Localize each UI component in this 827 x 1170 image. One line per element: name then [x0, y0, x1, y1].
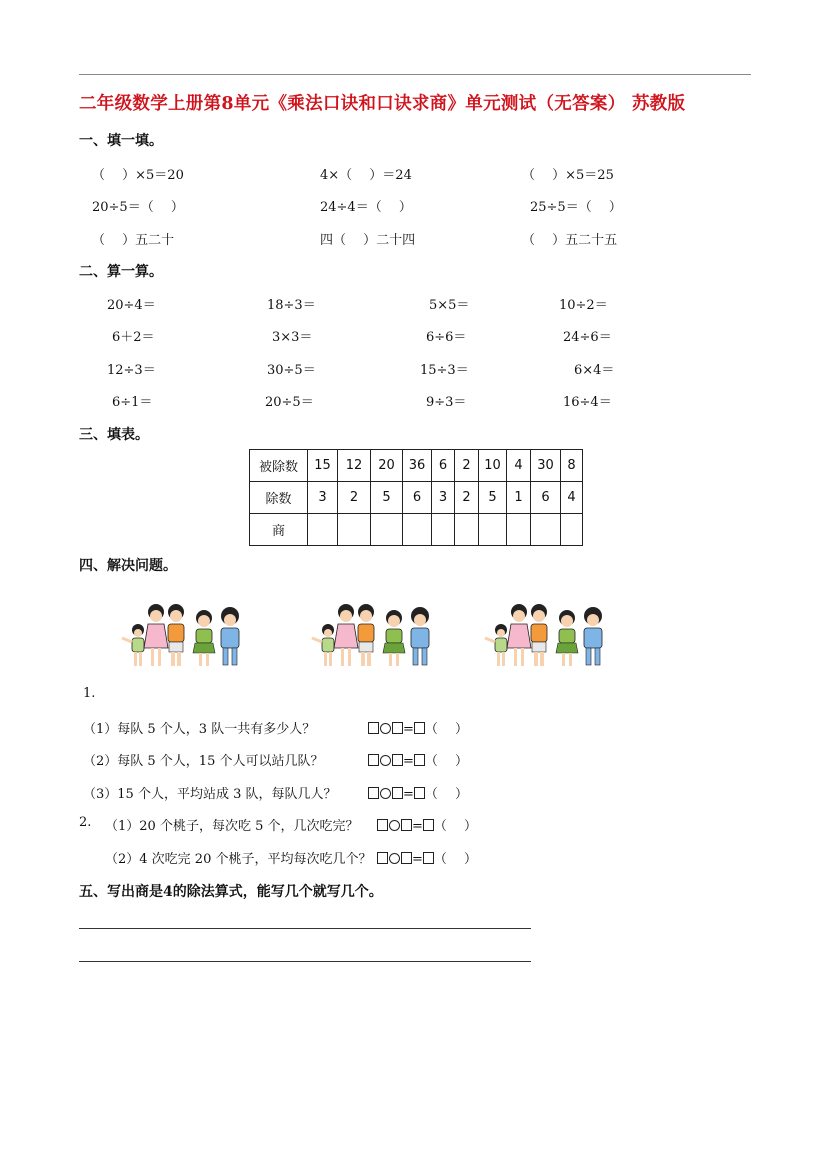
problem-1-1: （1）每队 5 个人，3 队一共有多少人？: [83, 722, 316, 737]
fill-item: 20÷5＝（ ）: [92, 200, 184, 215]
table-cell: 36: [403, 450, 432, 482]
equation-template: = （ ）: [377, 848, 477, 867]
blank-box[interactable]: [377, 852, 388, 864]
blank-box[interactable]: [377, 819, 388, 831]
row-label-dividend: 被除数: [250, 450, 308, 482]
table-cell: 6: [432, 450, 455, 482]
calc-item: 10÷2＝: [559, 298, 608, 313]
fill-item: （ ）×5＝20: [92, 168, 184, 183]
empty-cell[interactable]: [507, 514, 531, 546]
table-cell: 6: [531, 482, 561, 514]
table-cell: 20: [371, 450, 403, 482]
calc-item: 6÷1＝: [112, 395, 153, 410]
problem-2-2: （2）4 次吃完 20 个桃子，平均每次吃几个？: [105, 852, 372, 867]
children-queue-illustration: [310, 600, 445, 672]
blank-box[interactable]: [368, 787, 379, 799]
answer-paren: （ ）: [424, 787, 469, 802]
calc-item: 6×4＝: [574, 363, 615, 378]
answer-line[interactable]: [79, 928, 531, 929]
answer-line[interactable]: [79, 961, 531, 962]
table-cell: 5: [479, 482, 507, 514]
table-cell: 2: [338, 482, 371, 514]
table-cell: 12: [338, 450, 371, 482]
empty-cell[interactable]: [338, 514, 371, 546]
operator-circle[interactable]: [380, 755, 391, 766]
calc-item: 6÷6＝: [426, 330, 467, 345]
empty-cell[interactable]: [479, 514, 507, 546]
children-queue-illustration: [120, 600, 255, 672]
calc-item: 15÷3＝: [420, 363, 469, 378]
table-cell: 10: [479, 450, 507, 482]
table-cell: 6: [403, 482, 432, 514]
answer-paren: （ ）: [424, 754, 469, 769]
table-row: [250, 514, 583, 546]
blank-box[interactable]: [414, 787, 425, 799]
blank-box[interactable]: [401, 819, 412, 831]
equation-template: = （ ）: [377, 815, 477, 834]
problem-1-2: （2）每队 5 个人，15 个人可以站几队？: [83, 754, 324, 769]
table-row: [250, 450, 583, 482]
kid-1: [122, 624, 144, 666]
empty-cell[interactable]: [403, 514, 432, 546]
calc-item: 3×3＝: [272, 330, 313, 345]
kid-2: [144, 604, 168, 666]
table-cell: 2: [455, 450, 479, 482]
answer-paren: （ ）: [433, 852, 478, 867]
row-label-divisor: 除数: [250, 482, 308, 514]
fill-item: 24÷4＝（ ）: [320, 200, 412, 215]
problem-1-number: 1.: [83, 686, 96, 701]
table-row: [250, 482, 583, 514]
table-cell: 1: [507, 482, 531, 514]
fill-item: （ ）五二十: [92, 233, 175, 248]
problem-2-number: 2.: [79, 815, 92, 830]
section-2-heading: 二、算一算。: [79, 264, 163, 280]
row-label-quotient: 商: [250, 514, 308, 546]
fill-item: 四（ ）二十四: [320, 233, 416, 248]
empty-cell[interactable]: [371, 514, 403, 546]
table-cell: 5: [371, 482, 403, 514]
empty-cell[interactable]: [308, 514, 338, 546]
section-3-heading: 三、填表。: [79, 427, 149, 443]
kid-5: [221, 607, 239, 665]
calc-item: 20÷5＝: [265, 395, 314, 410]
table-cell: 8: [561, 450, 583, 482]
table-cell: 3: [432, 482, 455, 514]
operator-circle[interactable]: [389, 853, 400, 864]
fill-item: 4×（ ）＝24: [320, 168, 412, 183]
calc-item: 16÷4＝: [563, 395, 612, 410]
blank-box[interactable]: [392, 787, 403, 799]
calc-item: 9÷3＝: [426, 395, 467, 410]
blank-box[interactable]: [392, 754, 403, 766]
table-cell: 15: [308, 450, 338, 482]
equation-template: = （ ）: [368, 718, 468, 737]
fill-item: （ ）五二十五: [522, 233, 618, 248]
kid-4: [193, 610, 215, 666]
blank-box[interactable]: [392, 722, 403, 734]
table-cell: 4: [561, 482, 583, 514]
equation-template: = （ ）: [368, 783, 468, 802]
header-rule: [79, 74, 751, 75]
blank-box[interactable]: [423, 819, 434, 831]
children-queue-illustration: [483, 600, 618, 672]
blank-box[interactable]: [368, 722, 379, 734]
calc-item: 12÷3＝: [107, 363, 156, 378]
section-1-heading: 一、填一填。: [79, 133, 163, 149]
operator-circle[interactable]: [380, 788, 391, 799]
blank-box[interactable]: [414, 754, 425, 766]
calc-item: 30÷5＝: [267, 363, 316, 378]
answer-paren: （ ）: [433, 819, 478, 834]
calc-item: 18÷3＝: [267, 298, 316, 313]
empty-cell[interactable]: [561, 514, 583, 546]
calc-item: 20÷4＝: [107, 298, 156, 313]
calc-item: 6＋2＝: [112, 330, 155, 345]
section-5-heading: 五、写出商是4的除法算式，能写几个就写几个。: [79, 884, 383, 900]
equation-template: = （ ）: [368, 750, 468, 769]
problem-2-1: （1）20 个桃子，每次吃 5 个，几次吃完？: [105, 819, 359, 834]
kid-3: [168, 604, 184, 666]
blank-box[interactable]: [401, 852, 412, 864]
empty-cell[interactable]: [432, 514, 455, 546]
calc-item: 24÷6＝: [563, 330, 612, 345]
operator-circle[interactable]: [389, 820, 400, 831]
section-4-heading: 四、解决问题。: [79, 558, 177, 574]
table-cell: 4: [507, 450, 531, 482]
table-cell: 30: [531, 450, 561, 482]
blank-box[interactable]: [368, 754, 379, 766]
table-cell: 3: [308, 482, 338, 514]
problem-1-3: （3）15 个人，平均站成 3 队，每队几人？: [83, 787, 337, 802]
table-cell: 2: [455, 482, 479, 514]
blank-box[interactable]: [423, 852, 434, 864]
page-title: 二年级数学上册第8单元《乘法口诀和口诀求商》单元测试（无答案） 苏教版: [79, 94, 686, 114]
operator-circle[interactable]: [380, 723, 391, 734]
empty-cell[interactable]: [531, 514, 561, 546]
calc-item: 5×5＝: [429, 298, 470, 313]
fill-item: 25÷5＝（ ）: [530, 200, 622, 215]
empty-cell[interactable]: [455, 514, 479, 546]
answer-paren: （ ）: [424, 722, 469, 737]
fill-item: （ ）×5＝25: [522, 168, 614, 183]
division-table: [249, 449, 583, 546]
blank-box[interactable]: [414, 722, 425, 734]
